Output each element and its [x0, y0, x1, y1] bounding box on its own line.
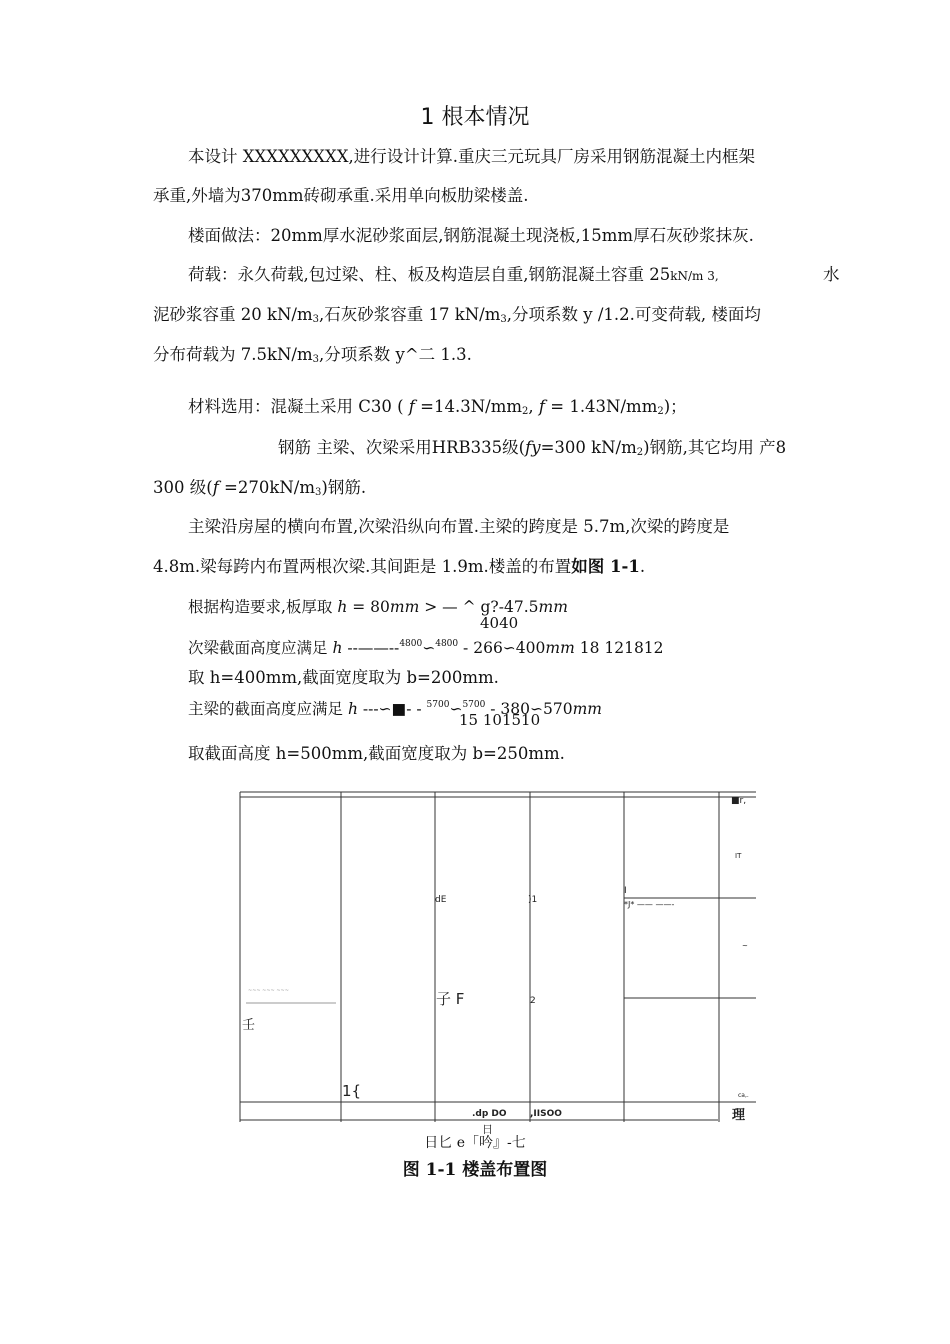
f4-prefix: 主梁的截面高度应满足: [188, 700, 348, 718]
plan-label-dp: .dp DO: [472, 1109, 507, 1119]
rebar-a: 钢筋 主梁、次梁采用HRB335级(: [278, 438, 526, 457]
loads-text-end: 水: [823, 265, 840, 284]
plan-label-1b: 1{: [342, 1082, 362, 1100]
rebar-c: )钢筋,其它均用 产8: [643, 438, 787, 457]
materials-s2: 2: [657, 406, 664, 417]
f1-mm2: mm: [538, 598, 568, 616]
loads-l3-sub: 3: [312, 354, 320, 365]
rebar-sub: 2: [636, 447, 644, 458]
paragraph-beams-line-1: 主梁沿房屋的横向布置,次梁沿纵向布置.主梁的跨度是 5.7m,次梁的跨度是: [188, 517, 730, 536]
rebar-l2-a: 300 级(: [153, 478, 213, 497]
rebar-l2-sub: 3: [315, 487, 322, 498]
plan-label-tr: ■r,: [731, 796, 747, 806]
f2-d: 18 121812: [574, 639, 664, 657]
f1-h: h: [337, 598, 348, 616]
paragraph-floor-method: 楼面做法：20mm厚水泥砂浆面层,钢筋混凝土现浇板,15mm厚石灰砂浆抹灰.: [188, 226, 754, 245]
paragraph-materials: [188, 397, 687, 422]
formula-secondary-beam-choice: 取 h=400mm,截面宽度取为 b=200mm.: [188, 668, 499, 687]
loads-l2-a: 泥砂浆容重 20 kN/m: [153, 305, 313, 324]
loads-l3-a: 分布荷载为 7.5kN/m: [153, 345, 313, 364]
rebar-l2-b: =270kN/m: [218, 478, 316, 497]
beams-l2-c: .: [639, 557, 646, 576]
f4-b: ∽: [449, 700, 463, 718]
paragraph-intro-line-2: 承重,外墙为370mm砖砌承重.采用单向板肋梁楼盖.: [153, 186, 529, 205]
plan-label-small: ~~~ ~~~ ~~~: [248, 988, 289, 994]
f4-denominator: 15 101510: [459, 711, 541, 729]
f4-a: ---∽■- -: [357, 700, 427, 718]
f2-a: --——--: [342, 639, 400, 657]
figure-scribble-text: 日匕 e「吟』-七: [424, 1135, 526, 1151]
plan-label-ren: 壬: [242, 1018, 256, 1033]
loads-l2-sub1: 3: [312, 314, 320, 325]
loads-text-a: 荷载：永久荷载,包过梁、柱、板及构造层自重,钢筋混凝土容重 25: [188, 265, 671, 284]
loads-unit: kN/m: [670, 269, 704, 283]
rebar-l2-c: )钢筋.: [321, 478, 367, 497]
f2-c: - 266∽400: [458, 639, 546, 657]
plan-label-it: IT: [735, 852, 742, 860]
materials-e: )；: [663, 397, 687, 416]
materials-d: = 1.43N/mm: [545, 397, 658, 416]
materials-f1: f: [408, 397, 415, 416]
f4-h: h: [347, 700, 358, 718]
beams-l2-a: 4.8m.梁每跨内布置两根次梁.其间距是 1.9m.楼盖的布置: [153, 557, 572, 576]
f4-c: - 380∽570: [485, 700, 573, 718]
plan-label-de: dE: [435, 895, 447, 905]
materials-a: 材料选用：混凝土采用 C30 (: [188, 397, 409, 416]
figure-caption: 图 1-1 楼盖布置图: [402, 1160, 548, 1180]
f2-mm: mm: [545, 639, 575, 657]
plan-label-li: 理: [732, 1108, 746, 1123]
paragraph-rebar-line-2: [153, 478, 366, 503]
plan-label-i: I: [624, 886, 627, 896]
plan-label-2: 2: [530, 996, 536, 1006]
rebar-fy: fy: [525, 438, 541, 457]
formula-secondary-beam-height: [188, 634, 664, 658]
paragraph-loads-line-3: [153, 345, 472, 370]
plan-label-isoo: ,IISOO: [530, 1109, 562, 1119]
loads-l2-sub2: 3: [500, 314, 507, 325]
paragraph-loads-line-2: [153, 305, 761, 330]
loads-unit-exp: 3,: [703, 269, 719, 283]
plan-label-j: *J* —— ——-: [624, 900, 675, 909]
f1-rest: > — ^ g?-47.5: [419, 598, 539, 616]
paragraph-beams-line-2: [153, 557, 645, 577]
loads-l3-c: ,分项系数 y^二 1.3.: [319, 345, 472, 364]
f2-b: ∽: [422, 639, 436, 657]
formula-main-beam-choice: 取截面高度 h=500mm,截面宽度取为 b=250mm.: [188, 744, 565, 763]
floor-plan-drawing: [238, 788, 758, 1133]
figure-reference: 如图 1-1: [571, 557, 640, 576]
materials-c: ,: [528, 397, 539, 416]
f1-mm: mm: [389, 598, 420, 616]
loads-l2-c: ,石灰砂浆容重 17 kN/m: [319, 305, 501, 324]
paragraph-loads-line-1: [188, 265, 719, 286]
f2-sup2: 4800: [435, 639, 459, 649]
plan-label-box: 日: [482, 1123, 493, 1136]
materials-b: =14.3N/mm: [414, 397, 523, 416]
rebar-b: =300 kN/m: [540, 438, 637, 457]
f1-mid: = 80: [347, 598, 390, 616]
rebar-l2-f: f: [212, 478, 219, 497]
f2-sup1: 4800: [399, 639, 423, 649]
paragraph-rebar-line-1: [278, 438, 786, 463]
paragraph-intro-line-1: 本设计 XXXXXXXXX,进行设计计算.重庆三元玩具厂房采用钢筋混凝土内框架: [188, 147, 755, 166]
f1-denominator: 4040: [480, 614, 519, 632]
loads-l2-e: ,分项系数 y /1.2.可变荷载, 楼面均: [506, 305, 761, 324]
materials-f2: f: [538, 397, 545, 416]
plan-label-1a: )1: [528, 895, 538, 905]
plan-label-ca: ca,.: [738, 1092, 749, 1099]
f4-mm: mm: [572, 700, 602, 718]
plan-label-zi: 子 F: [436, 990, 465, 1008]
f1-prefix: 根据构造要求,板厚取: [188, 598, 338, 616]
floor-plan-figure: [238, 788, 758, 1136]
f4-sup1: 5700: [426, 700, 450, 710]
section-title: 1 根本情况: [420, 105, 530, 130]
materials-s1: 2: [522, 406, 529, 417]
plan-label-dash: ~: [742, 942, 748, 950]
f2-prefix: 次梁截面高度应满足: [188, 639, 333, 657]
f4-sup2: 5700: [462, 700, 486, 710]
f2-h: h: [332, 639, 343, 657]
